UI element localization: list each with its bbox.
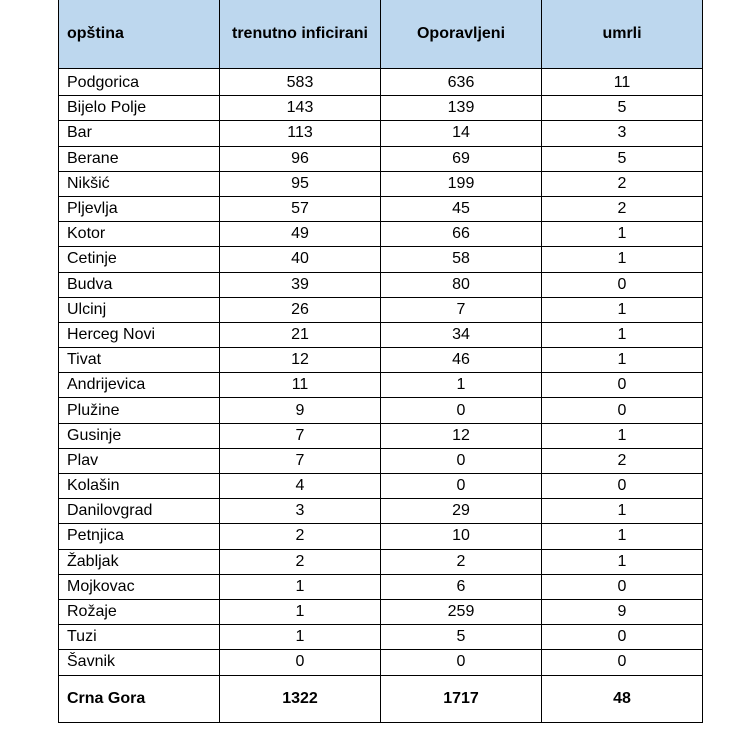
total-deaths: 48: [542, 675, 703, 722]
municipality-cell: Berane: [59, 146, 220, 171]
currently-infected-cell: 143: [220, 96, 381, 121]
deaths-cell: 1: [542, 423, 703, 448]
deaths-cell: 2: [542, 448, 703, 473]
header-municipality: opština: [59, 0, 220, 69]
table-row: [59, 474, 703, 499]
currently-infected-cell: 21: [220, 322, 381, 347]
municipality-cell: Podgorica: [59, 69, 220, 96]
deaths-cell: 9: [542, 599, 703, 624]
currently-infected-cell: 49: [220, 222, 381, 247]
deaths-cell: 0: [542, 272, 703, 297]
deaths-cell: 0: [542, 650, 703, 675]
currently-infected-cell: 40: [220, 247, 381, 272]
table-row: [59, 196, 703, 221]
table-row: [59, 96, 703, 121]
currently-infected-cell: 113: [220, 121, 381, 146]
recovered-cell: 80: [381, 272, 542, 297]
recovered-cell: 66: [381, 222, 542, 247]
recovered-cell: 45: [381, 196, 542, 221]
municipality-cell: Nikšić: [59, 171, 220, 196]
currently-infected-cell: 3: [220, 499, 381, 524]
municipality-cell: Plužine: [59, 398, 220, 423]
municipality-cell: Bar: [59, 121, 220, 146]
table-row: [59, 322, 703, 347]
recovered-cell: 0: [381, 650, 542, 675]
total-currently-infected: 1322: [220, 675, 381, 722]
recovered-cell: 1: [381, 373, 542, 398]
table-row: [59, 423, 703, 448]
deaths-cell: 2: [542, 196, 703, 221]
table-row: [59, 171, 703, 196]
table-row: [59, 625, 703, 650]
municipality-cell: Cetinje: [59, 247, 220, 272]
municipality-cell: Pljevlja: [59, 196, 220, 221]
municipality-cell: Tivat: [59, 348, 220, 373]
table-row: [59, 297, 703, 322]
currently-infected-cell: 39: [220, 272, 381, 297]
table-row: [59, 146, 703, 171]
currently-infected-cell: 7: [220, 423, 381, 448]
municipality-cell: Petnjica: [59, 524, 220, 549]
currently-infected-cell: 96: [220, 146, 381, 171]
deaths-cell: 1: [542, 222, 703, 247]
municipality-cell: Kotor: [59, 222, 220, 247]
municipality-cell: Mojkovac: [59, 574, 220, 599]
recovered-cell: 58: [381, 247, 542, 272]
recovered-cell: 199: [381, 171, 542, 196]
deaths-cell: 1: [542, 524, 703, 549]
table-row: [59, 549, 703, 574]
currently-infected-cell: 583: [220, 69, 381, 96]
recovered-cell: 0: [381, 448, 542, 473]
recovered-cell: 10: [381, 524, 542, 549]
table-row: [59, 222, 703, 247]
currently-infected-cell: 1: [220, 599, 381, 624]
deaths-cell: 0: [542, 625, 703, 650]
deaths-cell: 1: [542, 247, 703, 272]
deaths-cell: 0: [542, 373, 703, 398]
municipality-cell: Andrijevica: [59, 373, 220, 398]
deaths-cell: 1: [542, 499, 703, 524]
municipality-cell: Budva: [59, 272, 220, 297]
recovered-cell: 0: [381, 398, 542, 423]
municipality-cell: Ulcinj: [59, 297, 220, 322]
table-row: [59, 599, 703, 624]
deaths-cell: 0: [542, 474, 703, 499]
municipality-cell: Kolašin: [59, 474, 220, 499]
recovered-cell: 7: [381, 297, 542, 322]
table-row: [59, 650, 703, 675]
currently-infected-cell: 26: [220, 297, 381, 322]
total-recovered: 1717: [381, 675, 542, 722]
table-body: [59, 69, 703, 676]
deaths-cell: 11: [542, 69, 703, 96]
deaths-cell: 1: [542, 549, 703, 574]
currently-infected-cell: 11: [220, 373, 381, 398]
deaths-cell: 0: [542, 574, 703, 599]
recovered-cell: 14: [381, 121, 542, 146]
municipality-cell: Rožaje: [59, 599, 220, 624]
municipality-cell: Gusinje: [59, 423, 220, 448]
header-recovered: Oporavljeni: [381, 0, 542, 69]
currently-infected-cell: 95: [220, 171, 381, 196]
total-label: Crna Gora: [59, 675, 220, 722]
currently-infected-cell: 57: [220, 196, 381, 221]
table-row: [59, 448, 703, 473]
municipality-cell: Plav: [59, 448, 220, 473]
recovered-cell: 69: [381, 146, 542, 171]
header-deaths: umrli: [542, 0, 703, 69]
currently-infected-cell: 0: [220, 650, 381, 675]
table-row: [59, 121, 703, 146]
total-row: [59, 675, 703, 722]
currently-infected-cell: 7: [220, 448, 381, 473]
municipality-cell: Tuzi: [59, 625, 220, 650]
deaths-cell: 2: [542, 171, 703, 196]
recovered-cell: 12: [381, 423, 542, 448]
municipality-cell: Herceg Novi: [59, 322, 220, 347]
table-row: [59, 373, 703, 398]
recovered-cell: 0: [381, 474, 542, 499]
currently-infected-cell: 1: [220, 625, 381, 650]
table-row: [59, 247, 703, 272]
municipality-cell: Bijelo Polje: [59, 96, 220, 121]
currently-infected-cell: 2: [220, 549, 381, 574]
municipality-cell: Šavnik: [59, 650, 220, 675]
table-row: [59, 272, 703, 297]
recovered-cell: 34: [381, 322, 542, 347]
table-row: [59, 348, 703, 373]
municipality-stats-table: [58, 0, 703, 723]
currently-infected-cell: 1: [220, 574, 381, 599]
table-row: [59, 69, 703, 96]
deaths-cell: 1: [542, 297, 703, 322]
currently-infected-cell: 9: [220, 398, 381, 423]
table-row: [59, 398, 703, 423]
recovered-cell: 46: [381, 348, 542, 373]
deaths-cell: 3: [542, 121, 703, 146]
municipality-cell: Danilovgrad: [59, 499, 220, 524]
table-row: [59, 524, 703, 549]
recovered-cell: 259: [381, 599, 542, 624]
recovered-cell: 5: [381, 625, 542, 650]
recovered-cell: 636: [381, 69, 542, 96]
deaths-cell: 1: [542, 348, 703, 373]
deaths-cell: 5: [542, 96, 703, 121]
header-row: [59, 0, 703, 69]
deaths-cell: 1: [542, 322, 703, 347]
header-currently-infected: trenutno inficirani: [220, 0, 381, 69]
recovered-cell: 6: [381, 574, 542, 599]
currently-infected-cell: 2: [220, 524, 381, 549]
municipality-cell: Žabljak: [59, 549, 220, 574]
table-row: [59, 499, 703, 524]
table-row: [59, 574, 703, 599]
deaths-cell: 5: [542, 146, 703, 171]
currently-infected-cell: 4: [220, 474, 381, 499]
recovered-cell: 2: [381, 549, 542, 574]
currently-infected-cell: 12: [220, 348, 381, 373]
recovered-cell: 139: [381, 96, 542, 121]
deaths-cell: 0: [542, 398, 703, 423]
recovered-cell: 29: [381, 499, 542, 524]
